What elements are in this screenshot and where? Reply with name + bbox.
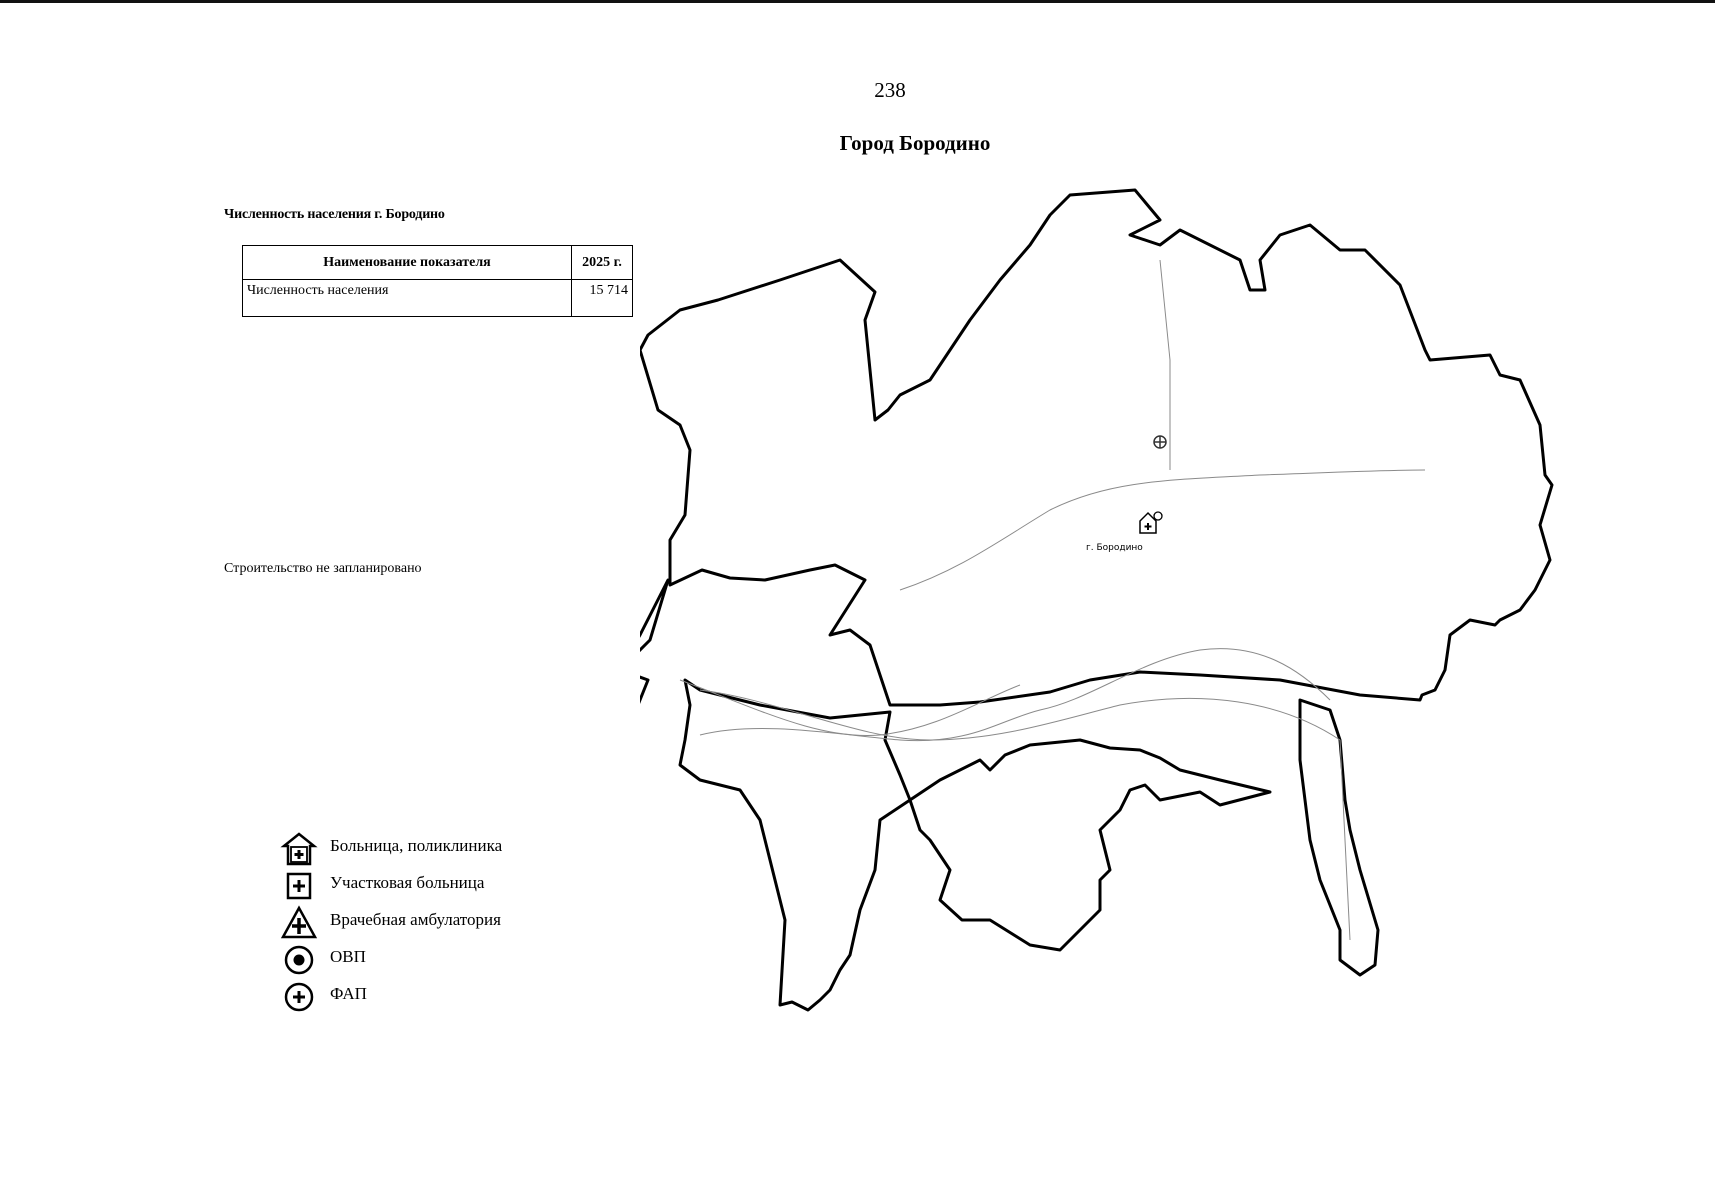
legend-label: ОВП <box>330 947 366 966</box>
south-central-territory-outline <box>910 740 1270 950</box>
legend-label: ФАП <box>330 984 367 1003</box>
legend-label: Больница, поликлиника <box>330 836 503 855</box>
population-table-caption: Численность населения г. Бородино <box>224 207 445 222</box>
ovp-icon <box>280 941 318 979</box>
legend-item-ovp <box>280 941 580 977</box>
header-indicator-name: Наименование показателя <box>243 246 572 280</box>
river-line <box>700 649 1330 741</box>
west-appendage-outline <box>640 580 668 735</box>
cell-indicator-name: Численность населения <box>243 280 572 317</box>
table-header-row <box>243 246 633 280</box>
fap-icon <box>280 978 318 1016</box>
district-hospital-icon <box>280 867 318 905</box>
hospital-marker-icon[interactable] <box>1140 512 1162 533</box>
medical-outpatient-clinic-icon <box>280 904 318 942</box>
east-strip-outline <box>1300 700 1378 975</box>
settlement-boundary-line <box>900 470 1425 590</box>
legend-item-hospital <box>280 830 580 866</box>
table-row <box>243 280 633 317</box>
page-number: 238 <box>874 78 906 102</box>
construction-note: Строительство не запланировано <box>224 561 422 576</box>
legend-item-fap <box>280 978 580 1014</box>
cell-population-value: 15 714 <box>572 280 633 317</box>
legend-label: Участковая больница <box>330 873 485 892</box>
population-table <box>242 245 633 317</box>
rivers-and-roads <box>680 260 1425 940</box>
railway-line <box>700 690 1350 940</box>
district-boundary <box>640 190 1552 1010</box>
top-border-line <box>0 0 1715 3</box>
hospital-polyclinic-icon <box>280 830 318 868</box>
legend-label: Врачебная амбулатория <box>330 910 501 929</box>
settlement-label: г. Бородино <box>1086 543 1143 553</box>
header-year: 2025 г. <box>572 246 633 280</box>
borodino-map <box>640 180 1600 1060</box>
location-marker-icon <box>1154 436 1166 448</box>
page-title: Город Бородино <box>839 131 991 155</box>
legend-item-district-hospital <box>280 867 580 903</box>
main-territory-outline <box>640 190 1552 705</box>
legend-item-outpatient <box>280 904 580 940</box>
